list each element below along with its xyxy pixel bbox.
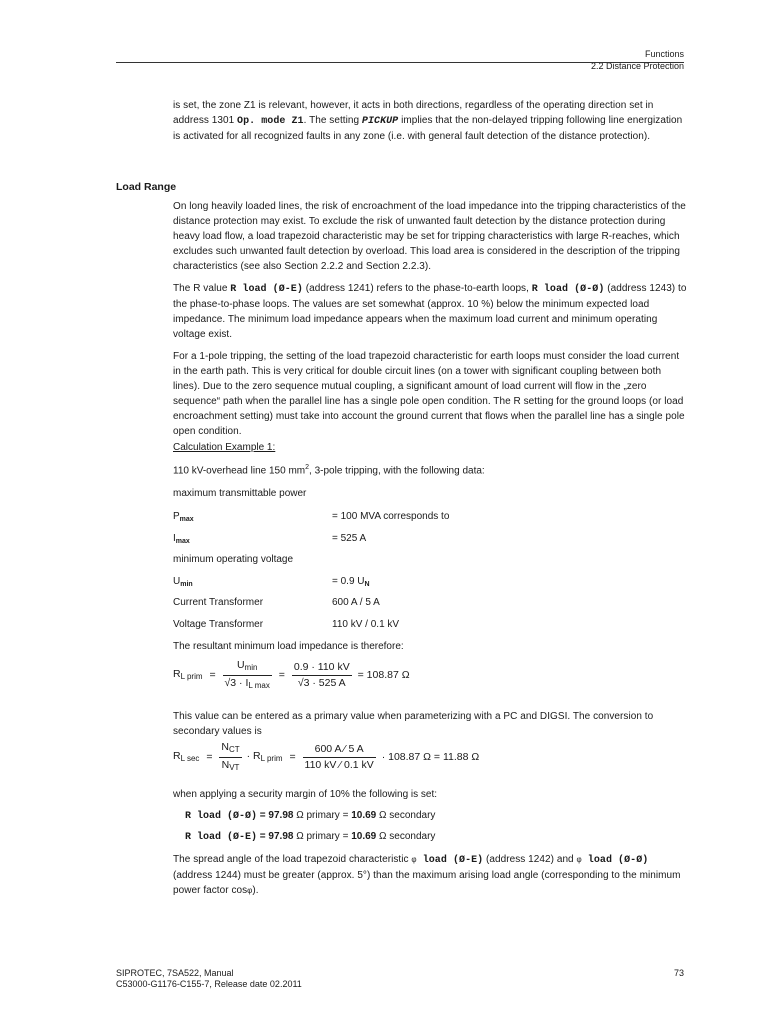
param-phi-load-pe: load (Ø-E) bbox=[416, 855, 484, 866]
formula-rl-prim bbox=[173, 659, 410, 692]
f2-num1-sub: CT bbox=[229, 745, 240, 754]
f2-mid bbox=[247, 750, 283, 765]
page-number: 73 bbox=[673, 968, 684, 978]
f2-lhs-sym: R bbox=[173, 750, 181, 762]
p2-text-b: (address 1241) refers to the phase-to-earth loops, bbox=[302, 283, 532, 294]
p2-text-c: (address 1243) to the phase-to-phase loops. The values are set somewhat (approx. 10 %) below the minimum expected load impedance. The minimum load impedance appears when the maximum load current and minimum operating voltage exist. bbox=[173, 283, 687, 340]
f2-num1-sym: N bbox=[221, 741, 229, 753]
param-phi-load-pp: load (Ø-Ø) bbox=[581, 855, 649, 866]
f1-num1-sub: min bbox=[244, 663, 258, 672]
load-range-body bbox=[173, 199, 687, 446]
ct-value: 600 A / 5 A bbox=[332, 597, 380, 608]
param-r-load-pe: R load (Ø-E) bbox=[230, 284, 303, 295]
spread-phi-2: φ bbox=[576, 855, 582, 864]
f1-eq1: = bbox=[209, 669, 216, 681]
f2-lhs bbox=[173, 750, 199, 765]
pmax-sub: max bbox=[179, 516, 194, 523]
set1-primary: Ω primary = bbox=[296, 810, 352, 821]
param-pickup: PICKUP bbox=[361, 116, 399, 127]
f2-eq2: = bbox=[289, 751, 296, 763]
f1-den2: √3 · 525 A bbox=[297, 677, 346, 689]
f1-den1-sub: L max bbox=[248, 681, 270, 690]
umin-symbol bbox=[173, 576, 193, 588]
line-desc-a: 110 kV-overhead line 150 mm bbox=[173, 465, 306, 477]
f2-result: · 108.87 Ω = 11.88 Ω bbox=[381, 751, 480, 763]
example-title-text: Calculation Example 1: bbox=[173, 442, 276, 453]
f1-den1-sym: √3 · I bbox=[224, 677, 249, 689]
set2-value: = 97.98 bbox=[257, 831, 297, 842]
resultant-text: The resultant minimum load impedance is therefore: bbox=[173, 641, 404, 652]
set1-secondary: Ω secondary bbox=[376, 810, 436, 821]
setting-r-load-pp bbox=[185, 810, 435, 822]
min-voltage-label: minimum operating voltage bbox=[173, 554, 294, 565]
umin-val: = 0.9 U bbox=[332, 576, 365, 587]
footer-line-2: C53000-G1176-C155-7, Release date 02.2011 bbox=[116, 979, 302, 989]
header-subsection: 2.2 Distance Protection bbox=[590, 61, 684, 71]
set1-value: = 97.98 bbox=[257, 810, 297, 821]
f1-lhs-sub: L prim bbox=[180, 672, 203, 681]
f1-lhs bbox=[173, 668, 203, 683]
f2-den1 bbox=[219, 758, 241, 774]
f2-mid-sym: · R bbox=[246, 750, 261, 762]
f1-den1 bbox=[223, 676, 272, 692]
f1-frac2 bbox=[292, 661, 352, 690]
paragraph-1pole: For a 1-pole tripping, the setting of the load trapezoid characteristic for earth loops must consider the load current in the earth path. This is very critical for double circuit lines (on a tower with significant coupling between both lines). Due to the zero sequence mutual coupling, a significant amount of load current will flow in the „zero sequence“ path when the parallel line has a single pole open condition. The R setting for the ground loops (or load encroachment setting) must take into account the ground current that flows when the parallel line has a single pole open condition. bbox=[173, 351, 685, 437]
imax-sym: I bbox=[173, 533, 176, 544]
set2-param: R load (Ø-E) bbox=[185, 832, 258, 843]
set2-primary: Ω primary = bbox=[296, 831, 352, 842]
max-power-label: maximum transmittable power bbox=[173, 488, 307, 499]
formula-rl-sec bbox=[173, 741, 479, 774]
running-header bbox=[591, 48, 684, 72]
umin-value bbox=[332, 576, 370, 588]
p2-text-a: The R value bbox=[173, 283, 231, 294]
header-section: Functions bbox=[644, 49, 684, 59]
line-desc-b: , 3-pole tripping, with the following data: bbox=[309, 465, 485, 477]
param-r-load-pp: R load (Ø-Ø) bbox=[531, 284, 605, 295]
set1-secondary-value: 10.69 bbox=[351, 810, 377, 821]
paragraph-encroachment: On long heavily loaded lines, the risk of encroachment of the load impedance into the tripping characteristics of the distance protection may exist. To exclude the risk of unwanted fault detection by the distance protection during heavy load flow, a load trapezoid characteristic may be set for tripping characteristics with large R-reaches, which excludes such unwanted fault detection by overload. This load area is considered in the description of the tripping characteristics (see also Section 2.2.2 and Section 2.2.3). bbox=[173, 201, 686, 272]
f1-num2: 0.9 · 110 kV bbox=[292, 661, 352, 676]
intro-paragraph bbox=[173, 98, 687, 144]
f1-num1-sym: U bbox=[236, 659, 245, 671]
f2-den1-sub: VT bbox=[229, 763, 240, 772]
intro-text-2: . The setting bbox=[303, 115, 362, 126]
umin-sym: U bbox=[173, 576, 181, 587]
umin-val-sub: N bbox=[364, 581, 370, 588]
param-op-mode-z1: Op. mode Z1 bbox=[237, 116, 304, 127]
section-heading-load-range: Load Range bbox=[116, 181, 177, 193]
spread-text-d: ). bbox=[252, 885, 259, 896]
pmax-value: = 100 MVA corresponds to bbox=[332, 511, 450, 522]
paragraph-r-value bbox=[173, 281, 687, 342]
spread-text-c: (address 1244) must be greater (approx. 5°) than the maximum arising load angle (corresponding to the minimum power factor cos bbox=[173, 870, 681, 896]
f1-frac1 bbox=[223, 659, 272, 692]
f2-frac1 bbox=[219, 741, 241, 774]
pmax-symbol bbox=[173, 511, 194, 523]
imax-sub: max bbox=[175, 538, 190, 545]
line-desc-sup: 2 bbox=[305, 464, 310, 471]
imax-symbol bbox=[173, 533, 190, 545]
spread-angle-paragraph bbox=[173, 852, 687, 898]
line-description bbox=[173, 464, 485, 476]
f2-frac2 bbox=[303, 743, 376, 772]
f2-num2: 600 A ⁄ 5 A bbox=[303, 743, 376, 758]
spread-text-b: (address 1242) and bbox=[483, 854, 577, 865]
ct-label: Current Transformer bbox=[173, 597, 264, 608]
header-rule bbox=[116, 62, 684, 63]
f1-eq2: = bbox=[278, 669, 285, 681]
f2-lhs-sub: L sec bbox=[180, 754, 200, 763]
margin-text: when applying a security margin of 10% the following is set: bbox=[173, 789, 438, 800]
vt-value: 110 kV / 0.1 kV bbox=[332, 619, 400, 630]
intro-text-3: implies that the non-delayed tripping following line energization is activated for all recognized faults in any zone (i.e. with general fault detection of the distance protection). bbox=[173, 115, 683, 142]
f2-mid-sub: L prim bbox=[260, 754, 283, 763]
secondary-conversion-text: This value can be entered as a primary value when parameterizing with a PC and DIGSI. The conversion to secondary values is bbox=[173, 711, 654, 737]
f1-num1 bbox=[223, 659, 272, 676]
pmax-sym: P bbox=[173, 511, 180, 522]
set2-secondary: Ω secondary bbox=[376, 831, 436, 842]
f1-lhs-sym: R bbox=[173, 668, 181, 680]
f2-num1 bbox=[219, 741, 241, 758]
footer-line-1: SIPROTEC, 7SA522, Manual bbox=[116, 968, 234, 978]
f1-result: = 108.87 Ω bbox=[357, 669, 410, 681]
f2-den1-sym: N bbox=[221, 759, 230, 771]
set1-param: R load (Ø-Ø) bbox=[185, 811, 258, 822]
umin-sub: min bbox=[180, 581, 193, 588]
vt-label: Voltage Transformer bbox=[173, 619, 264, 630]
setting-r-load-pe bbox=[185, 831, 435, 843]
spread-text-a: The spread angle of the load trapezoid characteristic bbox=[173, 854, 412, 865]
imax-value: = 525 A bbox=[332, 533, 367, 544]
spread-phi-3: φ bbox=[247, 886, 253, 895]
intro-text-1: is set, the zone Z1 is relevant, however, it acts in both directions, regardless of the operating direction set in address 1301 bbox=[173, 100, 654, 126]
spread-phi-1: φ bbox=[411, 855, 417, 864]
example-title bbox=[173, 442, 275, 453]
f2-eq1: = bbox=[206, 751, 213, 763]
set2-secondary-value: 10.69 bbox=[351, 831, 377, 842]
f2-den2: 110 kV ⁄ 0.1 kV bbox=[304, 759, 374, 771]
footer-manual bbox=[116, 968, 302, 990]
